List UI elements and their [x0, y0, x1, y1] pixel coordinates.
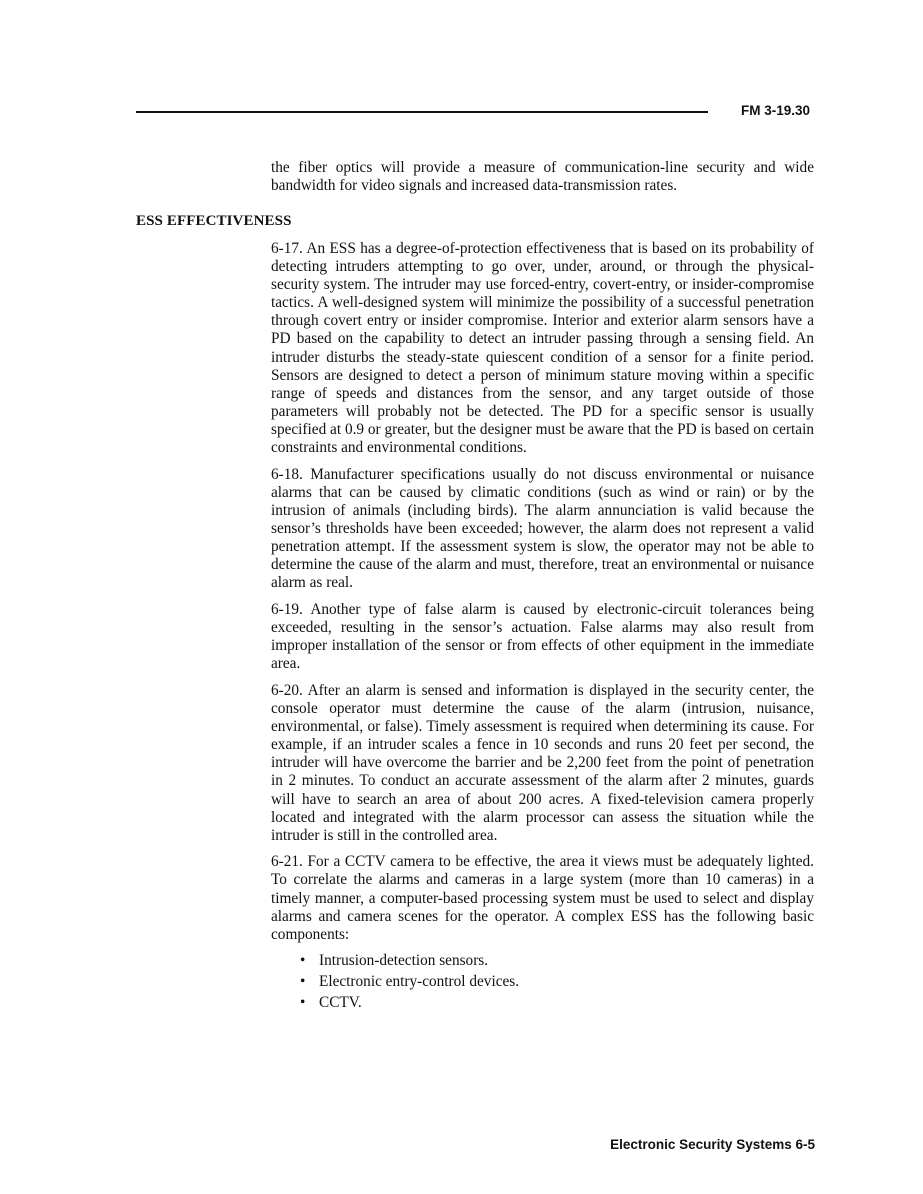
list-item: [271, 973, 814, 991]
component-list: [271, 952, 814, 1011]
list-item: [271, 994, 814, 1012]
document-id: FM 3-19.30: [741, 103, 811, 118]
list-item-text: Intrusion-detection sensors.: [319, 952, 489, 970]
list-item: [271, 952, 814, 970]
paragraph-6-19: 6-19. Another type of false alarm is caused by electronic-circuit tolerances being exceeded, resulting in the sensor’s actuation. False alarms may also result from improper installation of the sensor or from effects of other equipment in the immediate area.: [271, 600, 814, 673]
bullet-icon: •: [300, 993, 306, 1011]
list-item-text: CCTV.: [319, 993, 362, 1011]
paragraph-6-18: 6-18. Manufacturer specifications usually do not discuss environmental or nuisance alarms that can be caused by climatic conditions (such as wind or rain) or by the intrusion of animals (including birds). The alarm annunciation is valid because the sensor’s thresholds have been exceeded; however, the alarm does not represent a valid penetration attempt. If the assessment system is slow, the operator may not be able to determine the cause of the alarm and must, therefore, treat an environmental or nuisance alarm as real.: [271, 465, 814, 592]
section-heading: ESS EFFECTIVENESS: [136, 213, 292, 229]
header-rule: [136, 111, 708, 113]
bullet-icon: •: [300, 952, 306, 970]
list-item-text: Electronic entry-control devices.: [319, 973, 520, 991]
bullet-icon: •: [300, 973, 306, 991]
section-body: [271, 240, 814, 1015]
paragraph-6-21: 6-21. For a CCTV camera to be effective, the area it views must be adequately lighted. To correlate the alarms and cameras in a large system (more than 10 cameras) in a timely manner, a computer-based processing system must be used to select and display alarms and camera scenes for the operator. A complex ESS has the following basic components:: [271, 853, 814, 943]
intro-paragraph: the fiber optics will provide a measure of communication-line security and wide bandwidth for video signals and increased data-transmission rates.: [271, 159, 814, 195]
paragraph-6-20: 6-20. After an alarm is sensed and information is displayed in the security center, the console operator must determine the cause of the alarm (intrusion, nuisance, environmental, or false). Timely assessment is required when determining its cause. For example, if an intruder scales a fence in 10 seconds and runs 20 feet per second, the intruder will have overcome the barrier and be 2,200 feet from the point of penetration in 2 minutes. To conduct an accurate assessment of the alarm after 2 minutes, guards will have to search an area of about 200 acres. A fixed-television camera properly located and integrated with the alarm processor can assess the situation while the intruder is still in the controlled area.: [271, 681, 814, 844]
page-footer: Electronic Security Systems 6-5: [610, 1137, 815, 1152]
paragraph-6-17: 6-17. An ESS has a degree-of-protection effectiveness that is based on its probability of detecting intruders attempting to go over, under, around, or through the physical-security system. The intruder may use forced-entry, covert-entry, or insider-compromise tactics. A well-designed system will minimize the possibility of a successful penetration through covert entry or insider compromise. Interior and exterior alarm sensors have a PD based on the capability to detect an intruder passing through a sensing field. An intruder disturbs the steady-state quiescent condition of a sensor for a finite period. Sensors are designed to detect a person of minimum stature moving within a specific range of speeds and distances from the sensor, and any target outside of those parameters will probably not be detected. The PD for a specific sensor is usually specified at 0.9 or greater, but the designer must be aware that the PD is based on certain constraints and environmental conditions.: [271, 240, 814, 457]
